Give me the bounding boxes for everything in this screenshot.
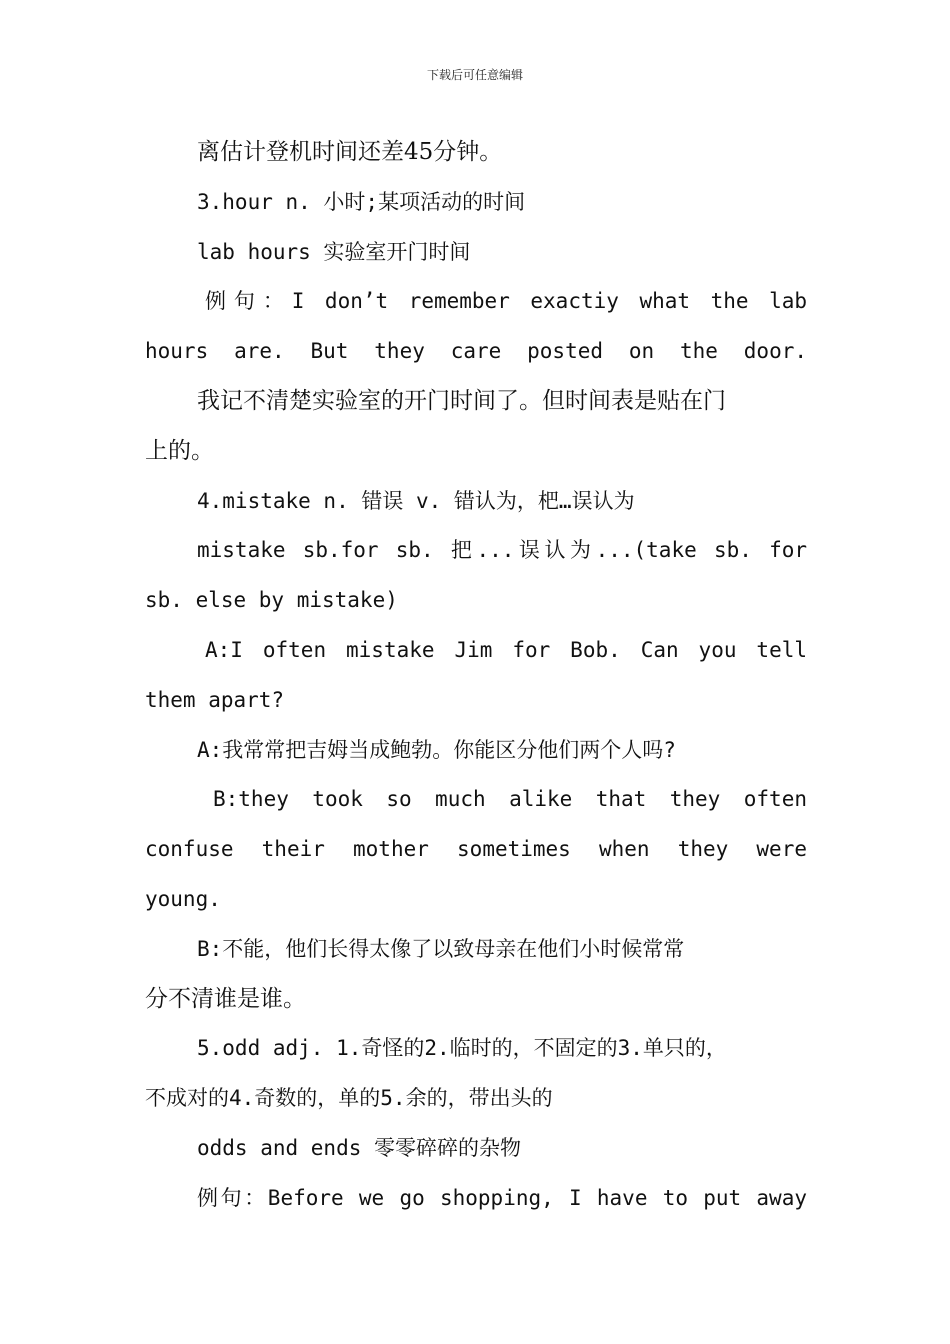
text-line: sb. else by mistake) (145, 588, 398, 613)
text-line: them apart? (145, 687, 285, 712)
text-line: 我记不清楚实验室的开门时间了。但时间表是贴在门 (197, 387, 726, 414)
page-header: 下载后可任意编辑 (426, 68, 523, 82)
text-line: 不成对的4.奇数的，单的5.余的，带出头的 (145, 1086, 553, 1111)
text-line: B:不能，他们长得太像了以致母亲在他们小时候常常 (197, 936, 685, 961)
text-line: 例句：I don’t remember exactiy what the lab (205, 289, 807, 314)
text-line: 例句：Before we go shopping, I have to put away (197, 1185, 807, 1210)
text-line: mistake sb.for sb. 把...误认为...(take sb. for (197, 538, 807, 563)
text-line: A:I often mistake Jim for Bob. Can you tell (205, 637, 807, 662)
text-line: odds and ends 零零碎碎的杂物 (197, 1135, 522, 1160)
text-line: confuse their mother sometimes when they were (145, 837, 807, 862)
text-line: 上的。 (145, 437, 214, 464)
text-line: A:我常常把吉姆当成鲍勃。你能区分他们两个人吗? (197, 737, 676, 762)
text-line: 4.mistake n. 错误 v. 错认为，杷…误认为 (197, 488, 635, 513)
text-line: lab hours 实验室开门时间 (197, 239, 471, 264)
text-line: B:they took so much alike that they often (213, 787, 807, 812)
document-body (145, 128, 807, 1224)
text-line: 离估计登机时间还差45分钟。 (197, 139, 503, 165)
text-line: young. (145, 886, 221, 911)
text-line: 3.hour n. 小时;某项活动的时间 (197, 189, 526, 214)
text-line: hours are. But they care posted on the door. (145, 339, 807, 364)
text-line: 5.odd adj. 1.奇怪的2.临时的，不固定的3.单只的， (197, 1036, 727, 1061)
text-line: 分不清谁是谁。 (145, 985, 306, 1012)
